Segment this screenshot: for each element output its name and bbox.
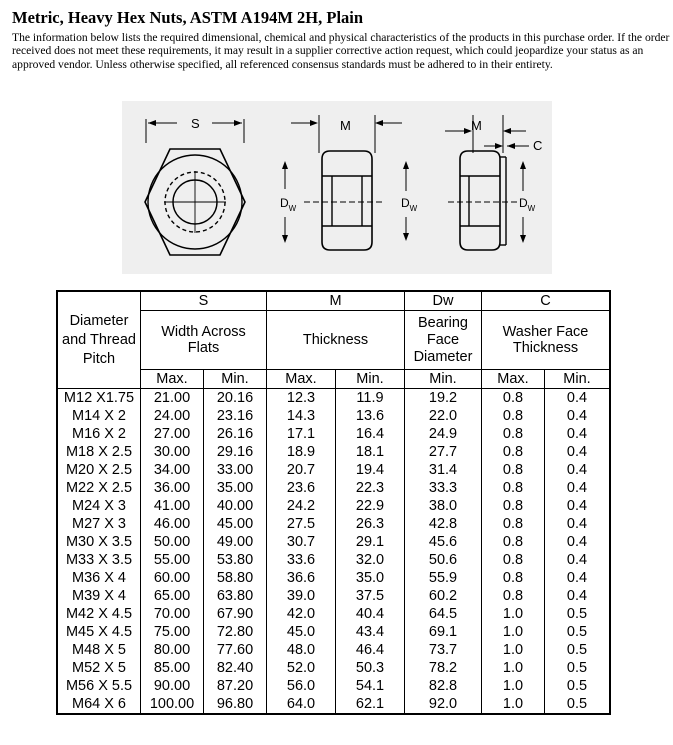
cell-s-max: 50.00	[141, 533, 204, 551]
dim-s-label: S	[191, 116, 200, 131]
table-row	[57, 623, 610, 641]
cell-s-min: 23.16	[204, 407, 267, 425]
cell-c-min: 0.4	[545, 551, 611, 569]
cell-m-max: 17.1	[267, 425, 336, 443]
cell-m-min: 22.9	[336, 497, 405, 515]
nut-top-view	[145, 116, 245, 255]
cell-m-min: 19.4	[336, 461, 405, 479]
cell-m-max: 27.5	[267, 515, 336, 533]
cell-dw-min: 64.5	[405, 605, 482, 623]
cell-m-min: 29.1	[336, 533, 405, 551]
cell-c-min: 0.4	[545, 497, 611, 515]
cell-s-max: 90.00	[141, 677, 204, 695]
cell-c-min: 0.5	[545, 659, 611, 677]
cell-s-max: 55.00	[141, 551, 204, 569]
dim-dw-subscript: W	[527, 204, 536, 213]
col-s-max: Max.	[141, 370, 204, 389]
cell-m-min: 43.4	[336, 623, 405, 641]
table-row	[57, 551, 610, 569]
intro-paragraph: The information below lists the required dimensional, chemical and physical characteristics of the products in this purchase order. If the order received does not meet these requirements, it may result in a supplier corrective action request, which could jeopardize your status as an approved vendor. Unless otherwise specified, all referenced consensus standards must be adhered to in their entirety.	[12, 31, 670, 71]
cell-thread: M24 X 3	[57, 497, 141, 515]
cell-s-min: 33.00	[204, 461, 267, 479]
cell-c-min: 0.5	[545, 695, 611, 714]
cell-m-max: 45.0	[267, 623, 336, 641]
col-c-min: Min.	[545, 370, 611, 389]
cell-c-min: 0.4	[545, 515, 611, 533]
cell-c-min: 0.4	[545, 425, 611, 443]
svg-text:DW	[401, 196, 418, 213]
col-m-max: Max.	[267, 370, 336, 389]
cell-m-max: 64.0	[267, 695, 336, 714]
cell-s-max: 36.00	[141, 479, 204, 497]
cell-s-min: 87.20	[204, 677, 267, 695]
cell-c-max: 0.8	[482, 569, 545, 587]
cell-dw-min: 60.2	[405, 587, 482, 605]
cell-dw-min: 31.4	[405, 461, 482, 479]
cell-s-min: 40.00	[204, 497, 267, 515]
cell-c-max: 1.0	[482, 695, 545, 714]
cell-m-max: 24.2	[267, 497, 336, 515]
col-c-max: Max.	[482, 370, 545, 389]
cell-thread: M52 X 5	[57, 659, 141, 677]
cell-thread: M27 X 3	[57, 515, 141, 533]
cell-thread: M33 X 3.5	[57, 551, 141, 569]
table-row	[57, 605, 610, 623]
cell-dw-min: 38.0	[405, 497, 482, 515]
dim-dw-subscript: W	[288, 204, 297, 213]
cell-thread: M22 X 2.5	[57, 479, 141, 497]
cell-c-max: 0.8	[482, 389, 545, 408]
cell-m-min: 40.4	[336, 605, 405, 623]
cell-m-min: 16.4	[336, 425, 405, 443]
cell-s-min: 35.00	[204, 479, 267, 497]
cell-m-min: 37.5	[336, 587, 405, 605]
cell-c-min: 0.4	[545, 569, 611, 587]
cell-m-max: 30.7	[267, 533, 336, 551]
cell-s-min: 58.80	[204, 569, 267, 587]
hex-nut-dimension-drawing	[122, 101, 552, 274]
cell-m-min: 32.0	[336, 551, 405, 569]
table-row	[57, 695, 610, 714]
cell-m-max: 52.0	[267, 659, 336, 677]
dim-dw-label: D	[519, 196, 528, 210]
header-diameter-thread-pitch: Diameter and Thread Pitch	[57, 291, 141, 389]
cell-thread: M39 X 4	[57, 587, 141, 605]
cell-s-max: 85.00	[141, 659, 204, 677]
subheader-washer-face-thickness: Washer Face Thickness	[482, 311, 611, 370]
col-m-min: Min.	[336, 370, 405, 389]
cell-dw-min: 45.6	[405, 533, 482, 551]
cell-m-min: 11.9	[336, 389, 405, 408]
cell-dw-min: 19.2	[405, 389, 482, 408]
cell-c-max: 0.8	[482, 587, 545, 605]
cell-s-min: 26.16	[204, 425, 267, 443]
cell-thread: M42 X 4.5	[57, 605, 141, 623]
cell-dw-min: 24.9	[405, 425, 482, 443]
cell-thread: M20 X 2.5	[57, 461, 141, 479]
cell-c-max: 0.8	[482, 479, 545, 497]
table-row	[57, 389, 610, 408]
cell-dw-min: 33.3	[405, 479, 482, 497]
cell-m-max: 56.0	[267, 677, 336, 695]
cell-dw-min: 78.2	[405, 659, 482, 677]
table-row	[57, 641, 610, 659]
dim-m-label: M	[340, 118, 351, 133]
table-row	[57, 461, 610, 479]
cell-c-min: 0.4	[545, 533, 611, 551]
cell-s-max: 80.00	[141, 641, 204, 659]
cell-thread: M30 X 3.5	[57, 533, 141, 551]
cell-c-min: 0.5	[545, 605, 611, 623]
table-row	[57, 533, 610, 551]
cell-thread: M64 X 6	[57, 695, 141, 714]
cell-dw-min: 27.7	[405, 443, 482, 461]
cell-m-min: 35.0	[336, 569, 405, 587]
cell-dw-min: 82.8	[405, 677, 482, 695]
cell-dw-min: 22.0	[405, 407, 482, 425]
cell-m-max: 20.7	[267, 461, 336, 479]
dim-dw-label: D	[280, 196, 289, 210]
cell-m-min: 18.1	[336, 443, 405, 461]
cell-s-min: 45.00	[204, 515, 267, 533]
cell-c-max: 0.8	[482, 533, 545, 551]
cell-s-min: 29.16	[204, 443, 267, 461]
nut-washer-face-view	[445, 115, 542, 250]
table-row	[57, 479, 610, 497]
cell-s-max: 46.00	[141, 515, 204, 533]
cell-c-max: 0.8	[482, 497, 545, 515]
cell-c-max: 1.0	[482, 641, 545, 659]
cell-m-min: 26.3	[336, 515, 405, 533]
cell-s-max: 34.00	[141, 461, 204, 479]
cell-s-min: 20.16	[204, 389, 267, 408]
cell-thread: M56 X 5.5	[57, 677, 141, 695]
cell-m-max: 14.3	[267, 407, 336, 425]
cell-c-max: 1.0	[482, 623, 545, 641]
cell-c-max: 0.8	[482, 443, 545, 461]
subheader-width-across-flats: Width Across Flats	[141, 311, 267, 370]
table-row	[57, 407, 610, 425]
table-row	[57, 659, 610, 677]
cell-m-max: 36.6	[267, 569, 336, 587]
cell-c-min: 0.4	[545, 479, 611, 497]
cell-c-min: 0.4	[545, 461, 611, 479]
cell-thread: M18 X 2.5	[57, 443, 141, 461]
cell-dw-min: 69.1	[405, 623, 482, 641]
page-title: Metric, Heavy Hex Nuts, ASTM A194M 2H, Plain	[12, 8, 364, 27]
dim-dw-subscript: W	[409, 204, 418, 213]
cell-c-min: 0.4	[545, 443, 611, 461]
cell-m-max: 33.6	[267, 551, 336, 569]
cell-s-max: 21.00	[141, 389, 204, 408]
cell-s-min: 72.80	[204, 623, 267, 641]
table-row	[57, 443, 610, 461]
cell-c-min: 0.4	[545, 407, 611, 425]
cell-thread: M36 X 4	[57, 569, 141, 587]
cell-m-min: 22.3	[336, 479, 405, 497]
dimension-table	[56, 290, 611, 715]
cell-m-max: 18.9	[267, 443, 336, 461]
cell-c-max: 0.8	[482, 461, 545, 479]
cell-c-min: 0.5	[545, 677, 611, 695]
table-row	[57, 569, 610, 587]
cell-s-min: 82.40	[204, 659, 267, 677]
dim-m-label: M	[471, 118, 482, 133]
cell-s-min: 77.60	[204, 641, 267, 659]
cell-thread: M45 X 4.5	[57, 623, 141, 641]
header-c: C	[482, 291, 611, 311]
col-s-min: Min.	[204, 370, 267, 389]
cell-s-min: 49.00	[204, 533, 267, 551]
cell-m-min: 62.1	[336, 695, 405, 714]
cell-c-max: 0.8	[482, 551, 545, 569]
cell-s-max: 27.00	[141, 425, 204, 443]
cell-dw-min: 73.7	[405, 641, 482, 659]
cell-c-max: 0.8	[482, 425, 545, 443]
cell-dw-min: 42.8	[405, 515, 482, 533]
cell-c-max: 1.0	[482, 677, 545, 695]
cell-s-max: 60.00	[141, 569, 204, 587]
cell-s-min: 67.90	[204, 605, 267, 623]
table-row	[57, 515, 610, 533]
cell-c-min: 0.4	[545, 587, 611, 605]
cell-s-min: 53.80	[204, 551, 267, 569]
cell-s-max: 30.00	[141, 443, 204, 461]
cell-thread: M12 X1.75	[57, 389, 141, 408]
cell-m-min: 50.3	[336, 659, 405, 677]
cell-m-max: 42.0	[267, 605, 336, 623]
cell-c-max: 0.8	[482, 407, 545, 425]
cell-s-max: 41.00	[141, 497, 204, 515]
subheader-bearing-face-diameter: Bearing Face Diameter	[405, 311, 482, 370]
cell-c-max: 0.8	[482, 515, 545, 533]
table-row	[57, 677, 610, 695]
cell-m-min: 54.1	[336, 677, 405, 695]
cell-m-min: 13.6	[336, 407, 405, 425]
cell-dw-min: 55.9	[405, 569, 482, 587]
cell-c-min: 0.5	[545, 623, 611, 641]
dim-c-label: C	[533, 138, 543, 153]
cell-s-max: 100.00	[141, 695, 204, 714]
table-row	[57, 497, 610, 515]
cell-s-min: 96.80	[204, 695, 267, 714]
table-row	[57, 587, 610, 605]
subheader-thickness: Thickness	[267, 311, 405, 370]
cell-c-min: 0.4	[545, 389, 611, 408]
cell-s-max: 75.00	[141, 623, 204, 641]
cell-m-max: 39.0	[267, 587, 336, 605]
table-row	[57, 425, 610, 443]
cell-thread: M48 X 5	[57, 641, 141, 659]
cell-m-min: 46.4	[336, 641, 405, 659]
dim-dw-label: D	[401, 196, 410, 210]
header-s: S	[141, 291, 267, 311]
cell-thread: M14 X 2	[57, 407, 141, 425]
col-dw-min: Min.	[405, 370, 482, 389]
cell-c-max: 1.0	[482, 605, 545, 623]
cell-s-min: 63.80	[204, 587, 267, 605]
cell-s-max: 65.00	[141, 587, 204, 605]
cell-c-min: 0.5	[545, 641, 611, 659]
cell-m-max: 48.0	[267, 641, 336, 659]
cell-m-max: 23.6	[267, 479, 336, 497]
svg-text:DW	[280, 196, 297, 213]
cell-dw-min: 50.6	[405, 551, 482, 569]
svg-text:DW	[519, 196, 536, 213]
cell-c-max: 1.0	[482, 659, 545, 677]
cell-thread: M16 X 2	[57, 425, 141, 443]
nut-side-view	[280, 115, 418, 250]
cell-dw-min: 92.0	[405, 695, 482, 714]
header-dw: Dw	[405, 291, 482, 311]
cell-s-max: 70.00	[141, 605, 204, 623]
cell-s-max: 24.00	[141, 407, 204, 425]
header-m: M	[267, 291, 405, 311]
cell-m-max: 12.3	[267, 389, 336, 408]
